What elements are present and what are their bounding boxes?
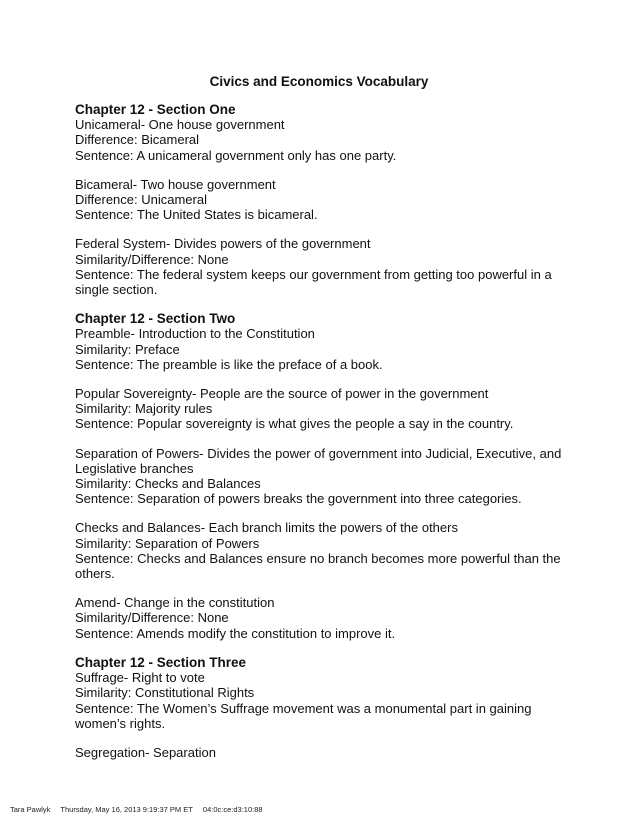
- term-line: Separation of Powers- Divides the power of government into Judicial, Executive, and: [75, 445, 562, 461]
- term-line: Checks and Balances- Each branch limits the powers of the others: [75, 520, 458, 536]
- term-line: Segregation- Separation: [75, 744, 216, 760]
- sentence-line-continued: women’s rights.: [75, 715, 166, 731]
- sentence-line: Sentence: A unicameral government only has one party.: [75, 147, 397, 163]
- relation-line: Similarity: Separation of Powers: [75, 535, 260, 551]
- vocab-entry-amend: [75, 595, 555, 641]
- relation-line: Similarity/Difference: None: [75, 251, 229, 267]
- term-line: Federal System- Divides powers of the government: [75, 236, 371, 252]
- document-body: [75, 102, 562, 774]
- section-one: [75, 102, 555, 297]
- page-footer: [10, 805, 271, 814]
- vocab-entry-federal-system: [75, 236, 555, 297]
- footer-author: Tara Pawlyk: [10, 805, 51, 814]
- term-line: Unicameral- One house government: [75, 117, 285, 133]
- section-heading: Chapter 12 - Section Three: [75, 654, 247, 670]
- sentence-line: Sentence: The preamble is like the preface of a book.: [75, 356, 383, 372]
- sentence-line: Sentence: Checks and Balances ensure no branch becomes more powerful than the: [75, 550, 561, 566]
- footer-timestamp: Thursday, May 16, 2013 9:19:37 PM ET: [60, 805, 193, 814]
- section-two: [75, 311, 562, 641]
- vocab-entry-unicameral: [75, 117, 555, 163]
- term-line: Suffrage- Right to vote: [75, 670, 205, 686]
- vocab-entry-bicameral: [75, 177, 555, 223]
- relation-line: Similarity: Constitutional Rights: [75, 685, 255, 701]
- section-three: [75, 655, 555, 760]
- vocab-entry-suffrage: [75, 670, 555, 731]
- relation-line: Similarity/Difference: None: [75, 610, 229, 626]
- sentence-line-continued: others.: [75, 566, 115, 582]
- term-line-continued: Legislative branches: [75, 460, 194, 476]
- document-title: Civics and Economics Vocabulary: [209, 74, 429, 89]
- footer-code: 04:0c:ce:d3:10:88: [202, 805, 263, 814]
- relation-line: Similarity: Preface: [75, 341, 180, 357]
- vocab-entry-separation-of-powers: [75, 445, 562, 507]
- relation-line: Difference: Unicameral: [75, 192, 207, 208]
- vocab-entry-preamble: [75, 326, 555, 372]
- term-line: Popular Sovereignty- People are the source of power in the government: [75, 386, 489, 402]
- section-heading: Chapter 12 - Section Two: [75, 311, 236, 327]
- term-line: Preamble- Introduction to the Constitution: [75, 326, 315, 342]
- sentence-line: Sentence: The United States is bicameral.: [75, 207, 318, 223]
- vocab-entry-popular-sovereignty: [75, 386, 555, 432]
- term-line: Bicameral- Two house government: [75, 176, 276, 192]
- sentence-line: Sentence: Popular sovereignty is what gives the people a say in the country.: [75, 416, 514, 432]
- relation-line: Similarity: Checks and Balances: [75, 476, 261, 492]
- sentence-line: Sentence: Amends modify the constitution to improve it.: [75, 625, 396, 641]
- vocab-entry-segregation: [75, 745, 555, 760]
- sentence-line: Sentence: Separation of powers breaks the government into three categories.: [75, 491, 522, 507]
- sentence-line-continued: single section.: [75, 282, 158, 298]
- relation-line: Difference: Bicameral: [75, 132, 200, 148]
- relation-line: Similarity: Majority rules: [75, 401, 213, 417]
- section-heading: Chapter 12 - Section One: [75, 102, 236, 117]
- sentence-line: Sentence: The federal system keeps our government from getting too powerful in a: [75, 266, 552, 282]
- vocab-entry-checks-and-balances: [75, 520, 561, 582]
- sentence-line: Sentence: The Women’s Suffrage movement was a monumental part in gaining: [75, 700, 532, 716]
- term-line: Amend- Change in the constitution: [75, 595, 275, 611]
